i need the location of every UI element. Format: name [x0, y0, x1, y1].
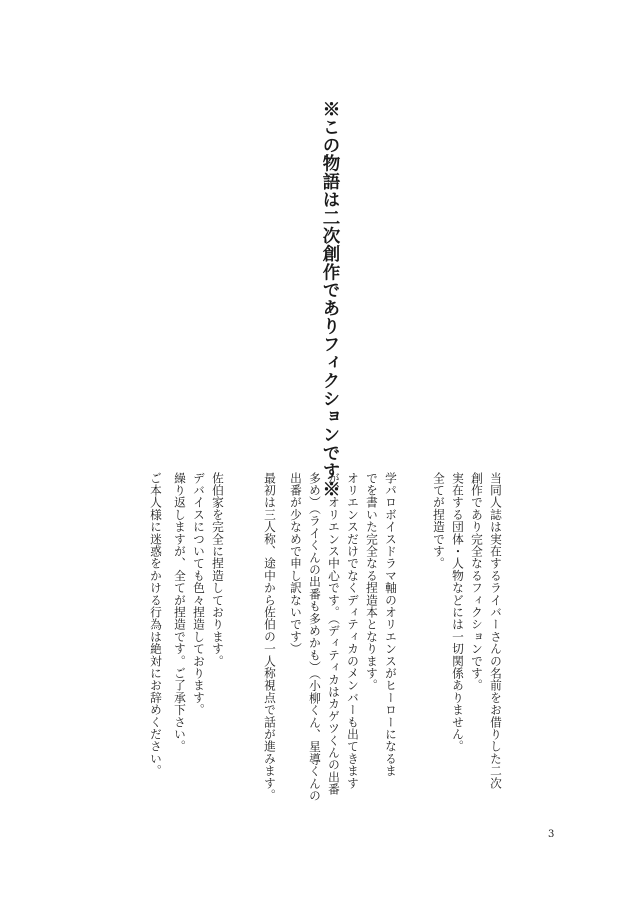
fiction-disclaimer-heading: ※この物語は二次創作でありフィクションです※ [320, 100, 340, 499]
story-line: 学パロボイスドラマ軸のオリエンスがヒーローになるま [384, 472, 398, 777]
story-line: が、オリエンス中心です。（ディティカはカゲツくんの出番 [327, 472, 341, 796]
story-line: 多め）（ライくんの出番も多めかも）（小柳くん、星導くんの [308, 472, 322, 802]
notice-line: 創作であり完全なるフィクションです。 [470, 472, 484, 692]
pov-line: 最初は三人称、途中から佐伯の一人称視点で話が進みます。 [263, 472, 277, 802]
point-of-view-paragraph [260, 472, 279, 832]
fabrication-paragraph [170, 472, 227, 832]
story-line: オリエンスだけでなくディティカのメンバーも出てきます [346, 472, 360, 790]
warning-paragraph [146, 472, 165, 832]
story-line: 出番が少なめで申し訳ないです） [289, 472, 303, 655]
notice-line: 当同人誌は実在するライバーさんの名前をお借りした二次 [489, 472, 503, 790]
story-line: でを書いた完全なる捏造本となります。 [365, 472, 379, 692]
notice-line: 実在する団体・人物などには一切関係ありません。 [451, 472, 465, 753]
fabrication-line: デバイスについても色々捏造しております。 [192, 472, 206, 716]
page-number: 3 [548, 829, 555, 840]
story-setting-paragraph [286, 472, 400, 832]
notice-line: 全てが捏造です。 [432, 472, 446, 570]
notice-paragraph [429, 472, 505, 832]
fabrication-line: 繰り返しますが、全てが捏造です。ご了承下さい。 [173, 472, 187, 753]
fabrication-line: 佐伯家を完全に捏造しております。 [211, 472, 225, 668]
warning-line: ご本人様に迷惑をかける行為は絶対にお辞めください。 [149, 472, 163, 777]
